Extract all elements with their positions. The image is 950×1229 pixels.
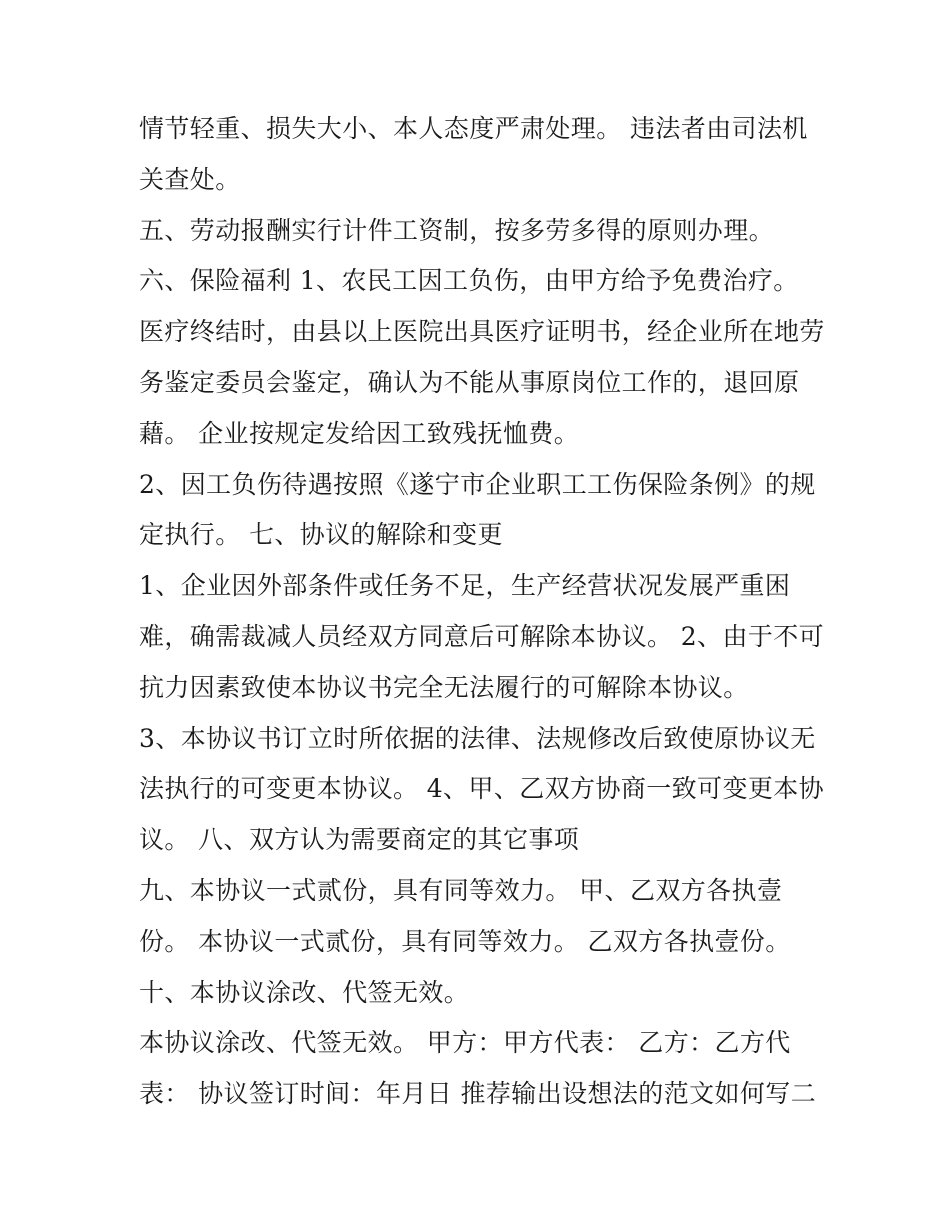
text-line: 情节轻重、损失大小、本人态度严肃处理。 违法者由司法机 [139, 114, 808, 143]
text-line: 五、劳动报酬实行计件工资制，按多劳多得的原则办理。 [139, 215, 775, 245]
text-line: 3、本协议书订立时所依据的法律、法规修改后致使原协议无 [139, 723, 816, 753]
text-line: 关查处。 [139, 164, 241, 194]
text-line: 定执行。 七、协议的解除和变更 [139, 520, 503, 550]
text-line: 抗力因素致使本协议书完全无法履行的可解除本协议。 [139, 672, 749, 702]
text-line: 务鉴定委员会鉴定，确认为不能从事原岗位工作的，退回原 [139, 367, 800, 397]
text-line: 难，确需裁减人员经双方同意后可解除本协议。 2、由于不可 [139, 621, 825, 651]
text-line: 医疗终结时，由县以上医院出具医疗证明书，经企业所在地劳 [139, 317, 825, 347]
text-line: 十、本协议涂改、代签无效。 [139, 977, 470, 1007]
text-line: 2、因工负伤待遇按照《遂宁市企业职工工伤保险条例》的规 [139, 469, 816, 499]
text-line: 议。 八、双方认为需要商定的其它事项 [139, 825, 580, 855]
text-line: 本协议涂改、代签无效。 甲方：甲方代表： 乙方：乙方代 [139, 1028, 791, 1058]
text-line: 九、本协议一式贰份，具有同等效力。 甲、乙双方各执壹 [139, 875, 783, 905]
text-line: 份。 本协议一式贰份，具有同等效力。 乙双方各执壹份。 [139, 926, 791, 956]
text-line: 表： 协议签订时间：年月日 推荐输出设想法的范文如何写二 [139, 1079, 817, 1109]
text-line: 1、企业因外部条件或任务不足，生产经营状况发展严重困 [139, 571, 791, 601]
text-line: 藉。 企业按规定发给因工致残抚恤费。 [139, 418, 580, 448]
text-line: 六、保险福利 1、农民工因工负伤，由甲方给予免费治疗。 [139, 266, 799, 296]
text-line: 法执行的可变更本协议。 4、甲、乙双方协商一致可变更本协 [139, 774, 825, 804]
document-body [139, 104, 839, 1120]
